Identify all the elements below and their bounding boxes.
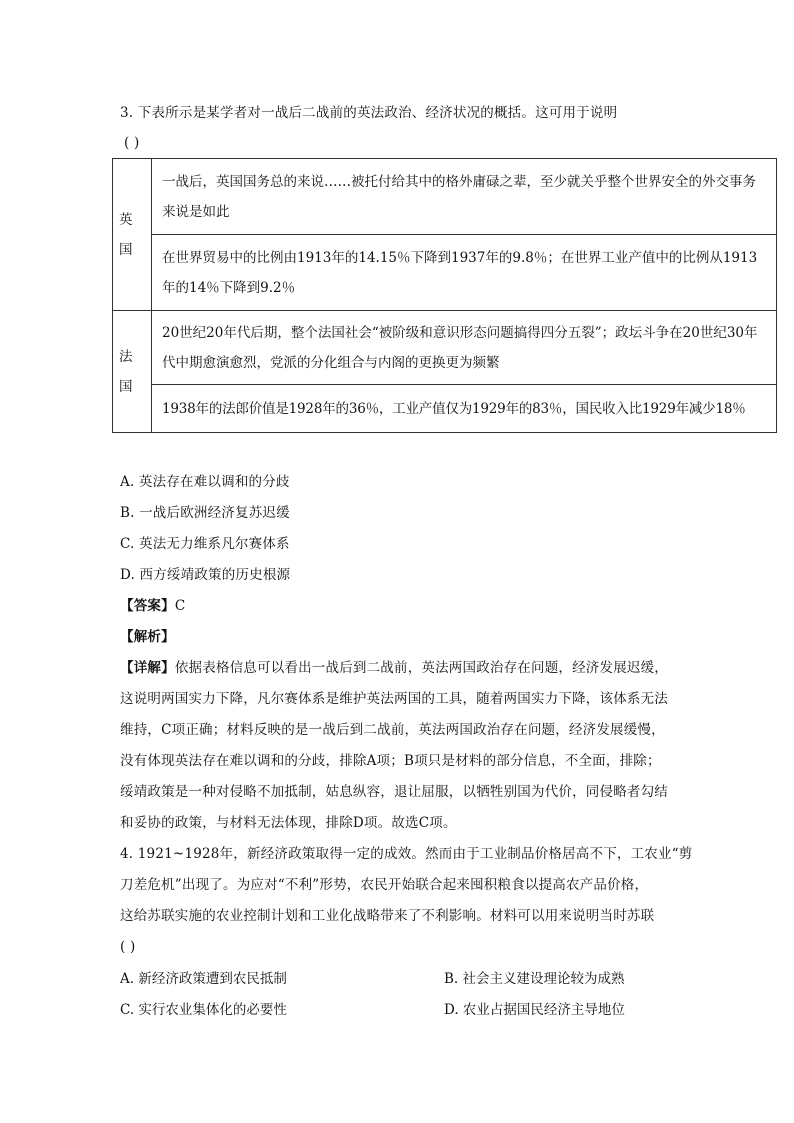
question-4-blank: ( ) (120, 939, 136, 955)
question-4-stem-line-3: 这给苏联实施的农业控制计划和工业化战略带来了不利影响。材料可以用来说明当时苏联 (120, 908, 655, 924)
table-row (113, 311, 777, 385)
analysis-label: 【解析】 (120, 629, 175, 645)
table-row (113, 159, 777, 235)
option-b: B. 一战后欧洲经济复苏迟缓 (120, 505, 290, 521)
question-4-stem-line-1: 4. 1921~1928年，新经济政策取得一定的成效。然而由于工业制品价格居高不下，工农业“剪 (120, 846, 693, 862)
q4-option-a: A. 新经济政策遭到农民抵制 (120, 971, 287, 987)
option-d: D. 西方绥靖政策的历史根源 (120, 567, 291, 583)
answer-line (120, 596, 185, 616)
answer-value: C (174, 598, 186, 614)
option-a: A. 英法存在难以调和的分歧 (120, 474, 290, 490)
answer-label: 【答案】 (120, 598, 175, 614)
table-cell: 20世纪20年代后期，整个法国社会“被阶级和意识形态问题搞得四分五裂”；政坛斗争在20世纪30年代中期愈演愈烈，党派的分化组合与内阁的更换更为频繁 (152, 311, 777, 385)
table-row (113, 235, 777, 311)
option-c: C. 英法无力维系凡尔赛体系 (120, 536, 290, 552)
detail-line-1 (120, 658, 668, 678)
question-3-stem: 3. 下表所示是某学者对一战后二战前的英法政治、经济状况的概括。这可用于说明 (120, 105, 618, 121)
country-cell-uk: 英国 (113, 159, 152, 311)
detail-label: 【详解】 (120, 660, 175, 676)
table-cell: 在世界贸易中的比例由1913年的14.15％下降到1937年的9.8％；在世界工业产值中的比例从1913年的14％下降到9.2％ (152, 235, 777, 311)
q4-option-d: D. 农业占据国民经济主导地位 (444, 1002, 625, 1018)
detail-line-3: 维持，C项正确；材料反映的是一战后到二战前，英法两国政治存在问题，经济发展缓慢， (120, 722, 665, 738)
q4-option-c: C. 实行农业集体化的必要性 (120, 1002, 287, 1018)
detail-line-6: 和妥协的政策，与材料无法体现，排除D项。故选C项。 (120, 815, 457, 831)
detail-line-2: 这说明两国实力下降，凡尔赛体系是维护英法两国的工具，随着两国实力下降，该体系无法 (120, 691, 668, 707)
table-row (113, 385, 777, 433)
q4-option-b: B. 社会主义建设理论较为成熟 (444, 971, 625, 987)
country-cell-france: 法国 (113, 311, 152, 433)
detail-line-4: 没有体现英法存在难以调和的分歧，排除A项；B项只是材料的部分信息，不全面，排除； (120, 753, 661, 769)
question-3-blank: ( ) (124, 135, 140, 151)
table-cell: 1938年的法郎价值是1928年的36％，工业产值仅为1929年的83％，国民收入比1929年减少18％ (152, 385, 777, 433)
detail-line-5: 绥靖政策是一种对侵略不加抵制，姑息纵容，退让屈服，以牺牲别国为代价，同侵略者勾结 (120, 784, 668, 800)
detail-text: 依据表格信息可以看出一战后到二战前，英法两国政治存在问题，经济发展迟缓， (174, 660, 669, 676)
question-3-table (112, 158, 777, 433)
table-cell: 一战后，英国国务总的来说……被托付给其中的格外庸碌之辈，至少就关乎整个世界安全的外交事务来说是如此 (152, 159, 777, 235)
question-4-stem-line-2: 刀差危机”出现了。为应对“不利”形势，农民开始联合起来囤积粮食以提高农产品价格， (120, 877, 649, 893)
